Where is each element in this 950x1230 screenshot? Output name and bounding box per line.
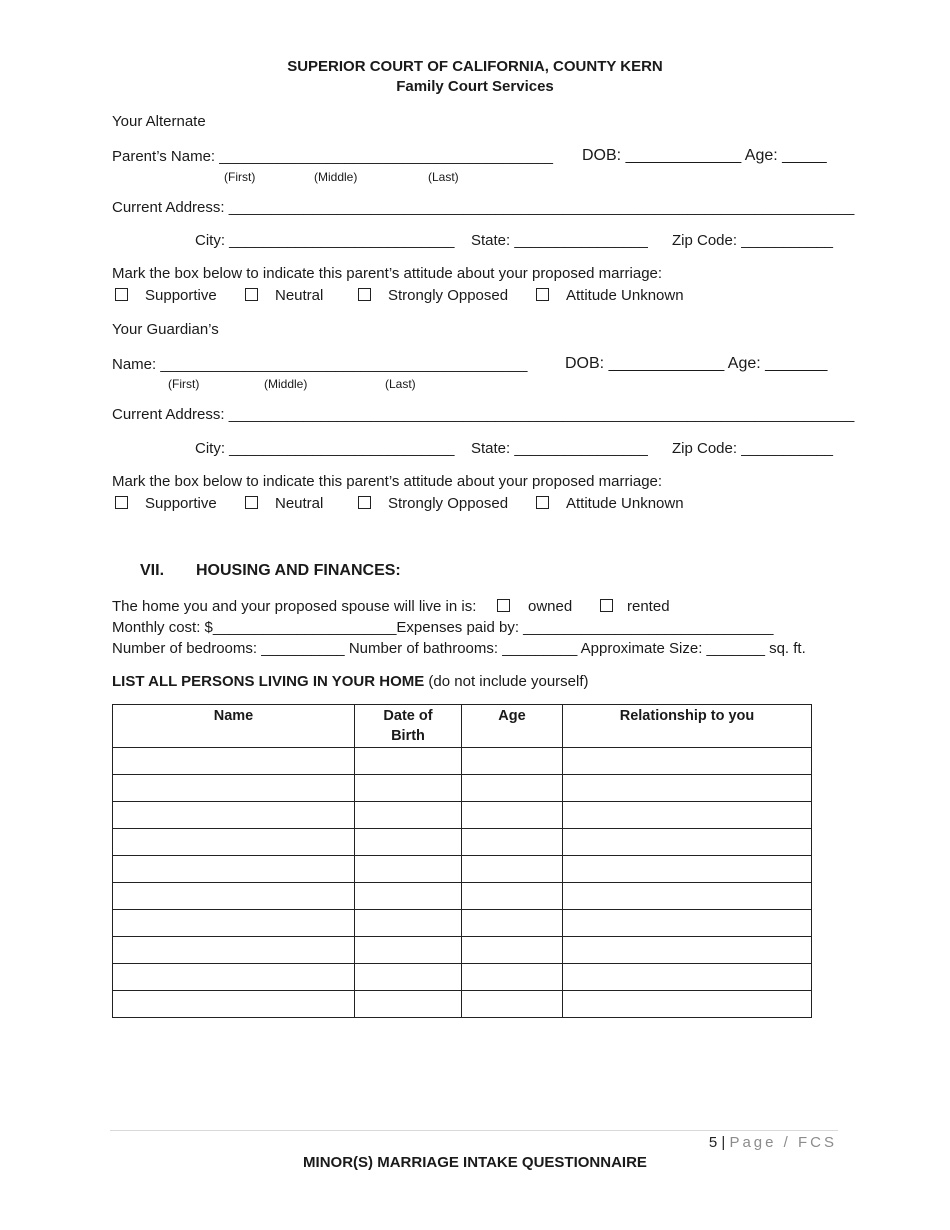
cell-age[interactable] <box>462 937 563 964</box>
middle-name-hint: (Middle) <box>314 170 358 184</box>
guardian-intro: Your Guardian’s <box>112 321 219 338</box>
first-name-hint: (First) <box>224 170 256 184</box>
table-row <box>113 856 812 883</box>
home-owned-option[interactable]: owned <box>497 598 572 615</box>
cell-relationship[interactable] <box>563 991 812 1018</box>
cell-relationship[interactable] <box>563 910 812 937</box>
cell-age[interactable] <box>462 964 563 991</box>
guardian-option-attitude-unknown[interactable]: Attitude Unknown <box>536 495 684 512</box>
court-division: Family Court Services <box>396 78 554 95</box>
cell-date-of-birth[interactable] <box>355 748 462 775</box>
checkbox-icon[interactable] <box>358 288 371 301</box>
cell-age[interactable] <box>462 856 563 883</box>
guardian-name-field[interactable]: Name: ____________________________________________ <box>112 356 528 373</box>
cell-age[interactable] <box>462 910 563 937</box>
home-rented-option[interactable]: rented <box>600 598 670 615</box>
cell-name[interactable] <box>113 964 355 991</box>
cell-date-of-birth[interactable] <box>355 937 462 964</box>
cell-age[interactable] <box>462 775 563 802</box>
checkbox-icon[interactable] <box>358 496 371 509</box>
monthly-cost-field[interactable]: Monthly cost: $______________________Expenses paid by: ______________________________ <box>112 619 774 636</box>
cell-relationship[interactable] <box>563 856 812 883</box>
cell-date-of-birth[interactable] <box>355 991 462 1018</box>
table-header-row <box>113 705 812 748</box>
last-name-hint: (Last) <box>428 170 459 184</box>
guardian-attitude-prompt: Mark the box below to indicate this parent’s attitude about your proposed marriage: <box>112 473 663 490</box>
table-row <box>113 829 812 856</box>
last-name-hint: (Last) <box>385 377 416 391</box>
rooms-size-field[interactable]: Number of bedrooms: __________ Number of bathrooms: _________ Approximate Size: _______ sq. ft. <box>112 640 806 657</box>
table-row <box>113 748 812 775</box>
checkbox-icon[interactable] <box>245 288 258 301</box>
page-indicator <box>709 1134 837 1151</box>
alternate-parent-zip-field[interactable]: Zip Code: ___________ <box>672 232 833 249</box>
cell-date-of-birth[interactable] <box>355 829 462 856</box>
cell-age[interactable] <box>462 991 563 1018</box>
page-number: 5 <box>708 1134 718 1151</box>
cell-relationship[interactable] <box>563 964 812 991</box>
alternate-parent-intro: Your Alternate <box>112 113 206 130</box>
alternate-parent-city-field[interactable]: City: ___________________________ <box>195 232 455 249</box>
section-title: HOUSING AND FINANCES: <box>196 562 401 579</box>
table-row <box>113 964 812 991</box>
persons-list-title: LIST ALL PERSONS LIVING IN YOUR HOME (do not include yourself) <box>112 673 589 690</box>
guardian-option-strongly-opposed[interactable]: Strongly Opposed <box>358 495 508 512</box>
cell-relationship[interactable] <box>563 829 812 856</box>
table-row <box>113 910 812 937</box>
alternate-parent-dob-age-field[interactable]: DOB: _____________ Age: _____ <box>582 147 827 164</box>
guardian-dob-age-field[interactable]: DOB: _____________ Age: _______ <box>565 355 828 372</box>
cell-relationship[interactable] <box>563 775 812 802</box>
cell-name[interactable] <box>113 937 355 964</box>
checkbox-icon[interactable] <box>536 496 549 509</box>
guardian-state-field[interactable]: State: ________________ <box>471 440 648 457</box>
cell-age[interactable] <box>462 829 563 856</box>
checkbox-icon[interactable] <box>600 599 613 612</box>
checkbox-icon[interactable] <box>497 599 510 612</box>
guardian-city-field[interactable]: City: ___________________________ <box>195 440 455 457</box>
table-row <box>113 775 812 802</box>
cell-date-of-birth[interactable] <box>355 856 462 883</box>
cell-relationship[interactable] <box>563 883 812 910</box>
middle-name-hint: (Middle) <box>264 377 308 391</box>
alt-option-strongly-opposed[interactable]: Strongly Opposed <box>358 287 508 304</box>
guardian-zip-field[interactable]: Zip Code: ___________ <box>672 440 833 457</box>
alternate-parent-state-field[interactable]: State: ________________ <box>471 232 648 249</box>
table-row <box>113 802 812 829</box>
alternate-parent-name-field[interactable]: Parent’s Name: ________________________________________ <box>112 148 553 165</box>
checkbox-icon[interactable] <box>245 496 258 509</box>
cell-name[interactable] <box>113 856 355 883</box>
guardian-address-field[interactable]: Current Address: ___________________________________________________________________________ <box>112 406 855 423</box>
header-age: Age <box>462 705 563 748</box>
alternate-parent-attitude-prompt: Mark the box below to indicate this parent’s attitude about your proposed marriage: <box>112 265 663 282</box>
cell-date-of-birth[interactable] <box>355 910 462 937</box>
section-number: VII. <box>140 562 165 579</box>
cell-name[interactable] <box>113 883 355 910</box>
table-row <box>113 883 812 910</box>
cell-relationship[interactable] <box>563 802 812 829</box>
cell-age[interactable] <box>462 883 563 910</box>
cell-name[interactable] <box>113 775 355 802</box>
checkbox-icon[interactable] <box>115 496 128 509</box>
alt-option-neutral[interactable]: Neutral <box>245 287 323 304</box>
alt-option-attitude-unknown[interactable]: Attitude Unknown <box>536 287 684 304</box>
court-title: SUPERIOR COURT OF CALIFORNIA, COUNTY KERN <box>287 58 663 75</box>
checkbox-icon[interactable] <box>536 288 549 301</box>
first-name-hint: (First) <box>168 377 200 391</box>
home-prompt: The home you and your proposed spouse will live in is: <box>112 598 477 615</box>
cell-date-of-birth[interactable] <box>355 964 462 991</box>
footer-divider <box>110 1130 838 1131</box>
page-separator: | <box>721 1134 726 1151</box>
cell-date-of-birth[interactable] <box>355 883 462 910</box>
cell-name[interactable] <box>113 748 355 775</box>
table-row <box>113 991 812 1018</box>
cell-relationship[interactable] <box>563 937 812 964</box>
alt-option-supportive[interactable]: Supportive <box>115 287 217 304</box>
form-title: MINOR(S) MARRIAGE INTAKE QUESTIONNAIRE <box>303 1154 647 1171</box>
cell-age[interactable] <box>462 748 563 775</box>
alternate-parent-address-field[interactable]: Current Address: ___________________________________________________________________________ <box>112 199 855 216</box>
header-relationship: Relationship to you <box>563 705 812 748</box>
cell-name[interactable] <box>113 802 355 829</box>
cell-name[interactable] <box>113 829 355 856</box>
guardian-option-neutral[interactable]: Neutral <box>245 495 323 512</box>
header-date-of-birth: Date of Birth <box>355 705 462 748</box>
page-label: Page / FCS <box>729 1134 837 1151</box>
cell-age[interactable] <box>462 802 563 829</box>
cell-date-of-birth[interactable] <box>355 802 462 829</box>
persons-table <box>112 704 812 1018</box>
cell-date-of-birth[interactable] <box>355 775 462 802</box>
checkbox-icon[interactable] <box>115 288 128 301</box>
cell-relationship[interactable] <box>563 748 812 775</box>
cell-name[interactable] <box>113 910 355 937</box>
table-row <box>113 937 812 964</box>
header-name: Name <box>113 705 355 748</box>
cell-name[interactable] <box>113 991 355 1018</box>
guardian-option-supportive[interactable]: Supportive <box>115 495 217 512</box>
